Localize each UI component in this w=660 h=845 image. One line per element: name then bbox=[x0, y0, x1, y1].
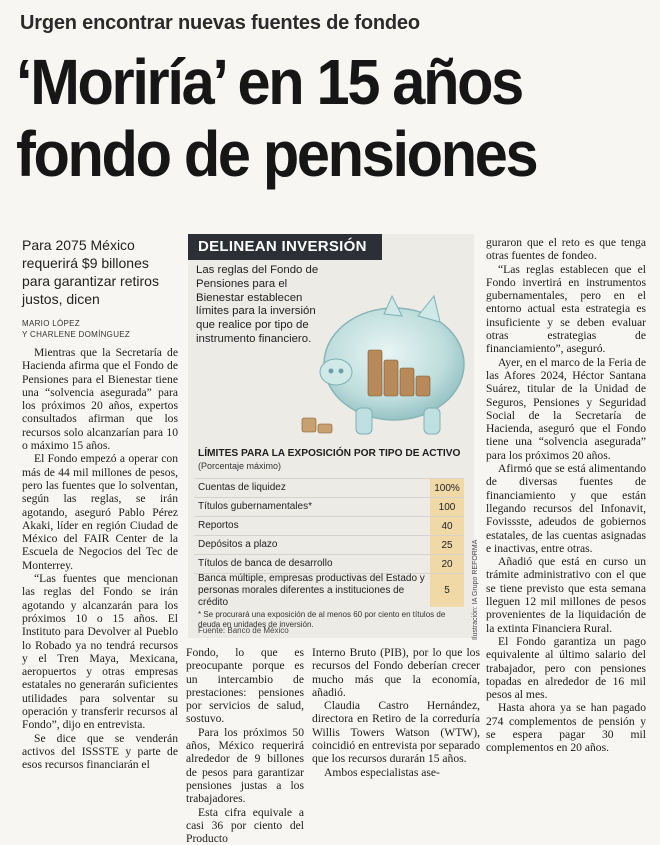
table-row bbox=[194, 516, 464, 535]
row-label: Depósitos a plazo bbox=[198, 539, 278, 550]
row-label: Reportos bbox=[198, 520, 239, 531]
paragraph: Añadió que está en curso un trámite administrativo con el que se tiene previsto que esta semana lleguen 12 mil millones de pesos provenientes de la liquidación de la extinta Financiera Rural. bbox=[486, 555, 646, 635]
paragraph: guraron que el reto es que tenga otras fuentes de fondeo. bbox=[486, 236, 646, 263]
table-source: Fuente: Banco de México bbox=[198, 626, 289, 635]
headline-line-1: ‘Moriría’ en 15 años bbox=[16, 46, 522, 118]
paragraph: Ayer, en el marco de la Feria de las Afores 2024, Héctor Santana Suárez, titular de la Unidad de Seguros, Pensiones y Seguridad Social de la Secretaría de Hacienda, aseguró que el Fondo tiene una “solvencia asegurada” para los próximos 20 años. bbox=[486, 355, 646, 462]
headline-line-2: fondo de pensiones bbox=[16, 118, 537, 190]
infographic-intro: Las reglas del Fondo de Pensiones para el Bienestar establecen límites para la inversión que realice por tipo de instrumento financiero. bbox=[196, 264, 319, 345]
paragraph: Hasta ahora ya se han pagado 274 complementos de pensión y se espera pagar 30 mil complementos en 20 años. bbox=[486, 701, 646, 755]
table-footnote: * Se procurará una exposición de al menos 60 por ciento en títulos de deuda en unidades de inversión. bbox=[198, 610, 446, 629]
article-column-1 bbox=[22, 346, 178, 826]
article-column-2 bbox=[186, 646, 304, 845]
row-value: 25 bbox=[430, 536, 464, 554]
row-label: Cuentas de liquidez bbox=[198, 482, 286, 493]
illustration-credit bbox=[472, 520, 482, 640]
paragraph: Claudia Castro Hernández, directora en Retiro de la correduría Willis Towers Watson (WTW), coincidió en entrevista por separado que los recursos durarán 15 años. bbox=[312, 699, 480, 766]
table-title: LÍMITES PARA LA EXPOSICIÓN POR TIPO DE ACTIVO bbox=[198, 448, 461, 459]
row-value: 100% bbox=[430, 479, 464, 497]
table-row bbox=[194, 535, 464, 554]
table-row bbox=[194, 497, 464, 516]
dek: Para 2075 México requerirá $9 billones para garantizar retiros justos, dicen bbox=[22, 237, 159, 307]
infographic-title: DELINEAN INVERSIÓN bbox=[188, 234, 382, 260]
row-value: 5 bbox=[430, 574, 464, 607]
byline-author-2: Y CHARLENE DOMÍNGUEZ bbox=[22, 330, 131, 339]
headline bbox=[16, 46, 602, 190]
piggy-bank-illustration bbox=[298, 268, 474, 444]
paragraph: El Fondo garantiza un pago equivalente al último salario del trabajador, pero con pensiones topadas en alrededor de 16 mil pesos al mes. bbox=[486, 634, 646, 702]
paragraph: “Las fuentes que mencionan las reglas del Fondo se irán agotando y alcanzarán para los próximos 10 o 15 años. El Instituto para Devolver al Pueblo lo Robado ya no tendrá recursos y el Tren Maya, Mexicana, aeropuertos y otras empresas estatales no generarán suficientes utilidades para solventar su operación y transferir recursos al Fondo”, dijo en entrevista. bbox=[22, 572, 178, 732]
table-row bbox=[194, 478, 464, 497]
paragraph: Fondo, lo que es preocupante porque es un intercambio de prestaciones: pensiones por servicios de salud, sostuvo. bbox=[186, 646, 304, 726]
paragraph: Mientras que la Secretaría de Hacienda afirma que el Fondo de Pensiones para el Bienestar tiene una “solvencia asegurada” para los próximos 20 años, expertos consultados afirman que los recursos solo alcanzarían para 10 o máximo 15 años. bbox=[22, 346, 178, 453]
paragraph: “Las reglas establecen que el Fondo invertirá en instrumentos gubernamentales, pero en el entorno actual esta estrategia es insuficiente y se deben evaluar otras estrategias de financiamiento”, aseguró. bbox=[486, 262, 646, 356]
row-label: Títulos gubernamentales* bbox=[198, 501, 312, 512]
row-label: Banca múltiple, empresas productivas del Estado y personas morales diferentes a instituciones de crédito bbox=[198, 572, 425, 608]
article-column-3 bbox=[312, 646, 480, 828]
byline-author-1: MARIO LÓPEZ bbox=[22, 319, 80, 328]
paragraph: Esta cifra equivale a casi 36 por ciento del Producto bbox=[186, 805, 304, 845]
credit-text: Ilustración: IA Grupo REFORMA bbox=[472, 539, 479, 640]
row-value: 40 bbox=[430, 517, 464, 535]
paragraph: Para los próximos 50 años, México requerirá alrededor de 9 billones de pesos para garantizar pensiones justas a los trabajadores. bbox=[186, 725, 304, 806]
paragraph: El Fondo empezó a operar con más de 44 mil millones de pesos, pero las fuentes que lo solventan, según las reglas, se irán agotando, aseguró Pablo Pérez Akaki, líder en región Ciudad de México del FAIR Center de la Escuela de Negocios del Tec de Monterrey. bbox=[22, 452, 178, 572]
table-subtitle: (Porcentaje máximo) bbox=[198, 461, 282, 471]
row-value: 100 bbox=[430, 498, 464, 516]
limits-table bbox=[194, 478, 464, 607]
table-row bbox=[194, 573, 464, 607]
row-value: 20 bbox=[430, 555, 464, 573]
kicker: Urgen encontrar nuevas fuentes de fondeo bbox=[20, 12, 420, 34]
paragraph: Interno Bruto (PIB), por lo que los recursos del Fondo deberían crecer mucho más que la economía, añadió. bbox=[312, 646, 480, 699]
paragraph: Se dice que se venderán activos del ISSSTE y parte de esos recursos financiarán el bbox=[22, 731, 178, 772]
paragraph: Ambos especialistas ase- bbox=[324, 765, 440, 779]
infographic bbox=[188, 234, 474, 638]
article-column-4 bbox=[486, 236, 646, 828]
paragraph: Afirmó que se está alimentando de diversas fuentes de financiamiento y que están llegando recursos del Infonavit, Fovissste, adeudos de gobiernos estatales, de las cuentas asignadas e inactivas, entre otras. bbox=[486, 462, 646, 555]
row-label: Títulos de banca de desarrollo bbox=[198, 558, 333, 569]
byline bbox=[22, 318, 182, 340]
